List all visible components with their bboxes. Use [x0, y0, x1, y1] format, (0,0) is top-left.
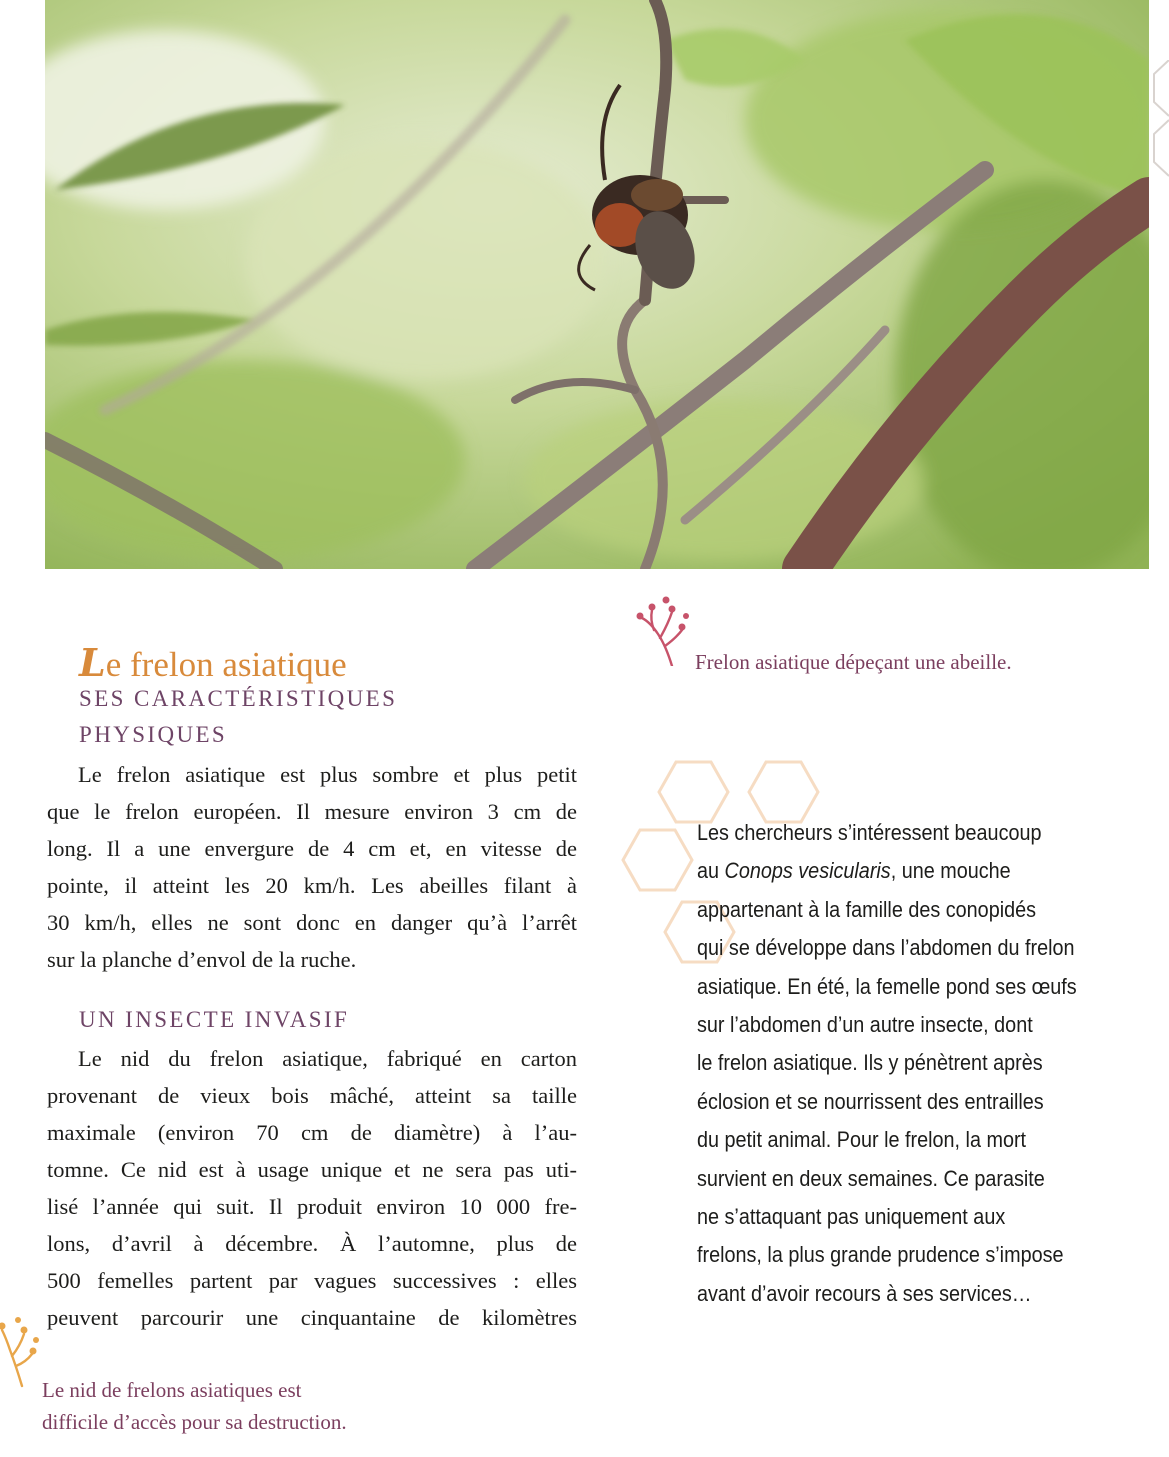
paragraph-line: Le frelon asiatique est plus sombre et plus petit	[78, 762, 577, 787]
section2-paragraph	[47, 1040, 577, 1336]
sidebox-line: ne s’attaquant pas uniquement aux	[697, 1204, 1006, 1230]
sidebox-line: avant d’avoir recours à ses services…	[697, 1280, 1032, 1306]
sidebox-text: , une mouche	[890, 858, 1011, 884]
berry-sprig-icon	[632, 594, 692, 666]
sidebox-line: appartenant à la famille des conopidés	[697, 896, 1037, 922]
paragraph-line: Le nid du frelon asiatique, fabriqué en carton	[78, 1046, 577, 1071]
section2-heading: UN INSECTE INVASIF	[79, 1007, 350, 1032]
hornet-photo	[45, 0, 1149, 569]
sidebox-line	[697, 852, 1093, 890]
page-title	[79, 640, 347, 685]
paragraph-line: que le frelon européen. Il mesure environ 3 cm de	[47, 799, 577, 824]
species-name: Conops vesicularis	[724, 858, 891, 884]
hornet-on-branch-image	[45, 0, 1149, 569]
sidebox-line: frelons, la plus grande prudence s’impose	[697, 1242, 1064, 1268]
caption-bottom-text	[42, 1374, 347, 1438]
paragraph-line: pointe, il atteint les 20 km/h. Les abeilles filant à	[47, 873, 577, 898]
sidebox-line: Les chercheurs s’intéressent beaucoup	[697, 820, 1042, 845]
title-rest: e frelon asiatique	[105, 645, 347, 684]
paragraph-line: maximale (environ 70 cm de diamètre) à l’au-	[47, 1120, 577, 1145]
paragraph-line: lons, d’avril à décembre. À l’automne, plus de	[47, 1231, 577, 1256]
sidebox-line: sur l’abdomen d’un autre insecte, dont	[697, 1012, 1033, 1038]
paragraph-line: 30 km/h, elles ne sont donc en danger qu’à l’arrêt	[47, 910, 577, 935]
research-sidebox	[697, 814, 1093, 1313]
section1-heading-line1: SES CARACTÉRISTIQUES	[79, 686, 398, 711]
nest-caption	[0, 1310, 420, 1450]
paragraph-line: sur la planche d’envol de la ruche.	[47, 947, 357, 972]
section1-heading-line2: PHYSIQUES	[79, 722, 228, 747]
sidebox-line: qui se développe dans l’abdomen du frelon	[697, 935, 1075, 961]
sidebox-line: survient en deux semaines. Ce parasite	[697, 1165, 1045, 1191]
paragraph-line: tomne. Ce nid est à usage unique et ne sera pas uti-	[47, 1157, 577, 1182]
caption-line: difficile d’accès pour sa destruction.	[42, 1410, 347, 1434]
hexagon-decoration-right	[1146, 60, 1169, 180]
photo-caption	[632, 594, 1112, 674]
paragraph-line: long. Il a une envergure de 4 cm et, en vitesse de	[47, 836, 577, 861]
paragraph-line: peuvent parcourir une cinquantaine de kilomètres	[47, 1305, 577, 1330]
sidebox-line: le frelon asiatique. Ils y pénètrent après	[697, 1050, 1043, 1076]
paragraph-line: lisé l’année qui suit. Il produit environ 10 000 fre-	[47, 1194, 577, 1219]
paragraph-line: 500 femelles partent par vagues successives : elles	[47, 1268, 577, 1293]
sidebox-text: au	[697, 858, 725, 884]
sidebox-line: du petit animal. Pour le frelon, la mort	[697, 1127, 1027, 1153]
caption-line: Le nid de frelons asiatiques est	[42, 1378, 302, 1402]
caption-top-text: Frelon asiatique dépeçant une abeille.	[695, 650, 1012, 674]
section1-paragraph	[47, 756, 577, 978]
berry-sprig-icon	[0, 1310, 40, 1390]
paragraph-line: provenant de vieux bois mâché, atteint sa taille	[47, 1083, 577, 1108]
sidebox-line: éclosion et se nourrissent des entrailles	[697, 1088, 1044, 1114]
sidebox-line: asiatique. En été, la femelle pond ses œufs	[697, 973, 1077, 999]
title-dropcap: L	[79, 640, 106, 685]
